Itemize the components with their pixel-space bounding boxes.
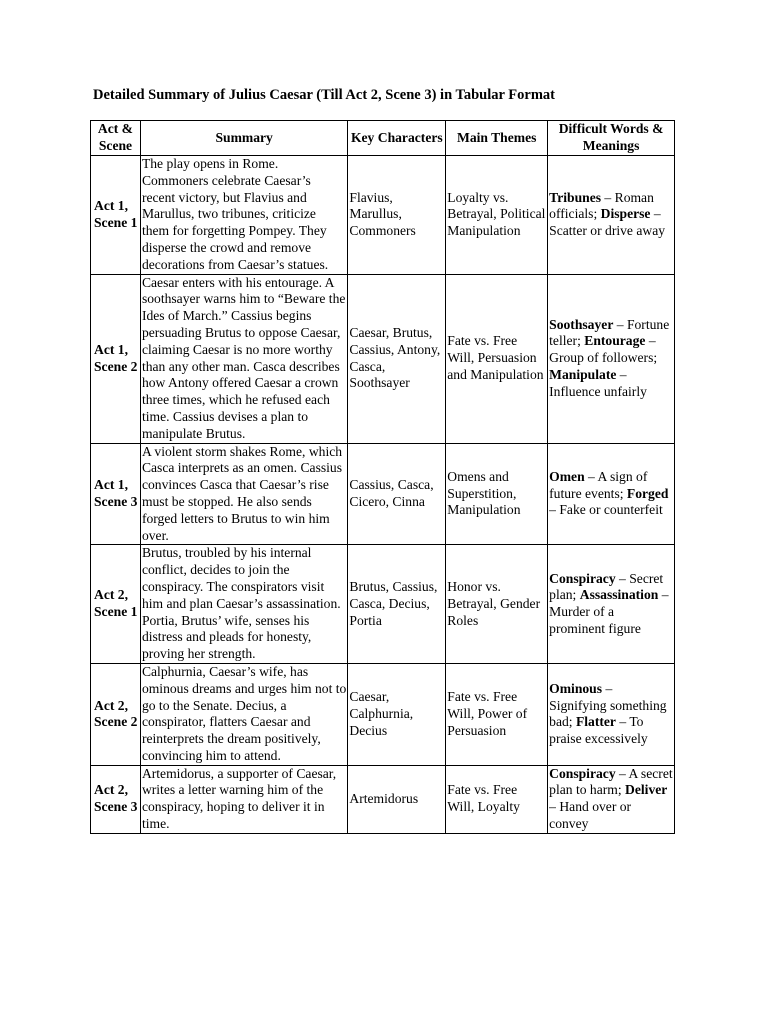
column-header-act: Act & Scene xyxy=(91,121,141,156)
table-row xyxy=(91,765,675,833)
act-cell: Act 1, Scene 3 xyxy=(91,443,141,545)
word-term: Forged xyxy=(626,485,669,501)
word-meaning: – Hand over or convey xyxy=(549,799,632,832)
word-meaning: – Fortune teller; xyxy=(549,316,670,349)
word-term: Entourage xyxy=(584,333,646,349)
column-header-summary: Summary xyxy=(140,121,347,156)
table-row xyxy=(91,663,675,765)
characters-cell: Brutus, Cassius, Casca, Decius, Portia xyxy=(348,545,446,664)
word-term: Assassination xyxy=(579,587,659,603)
column-header-characters: Key Characters xyxy=(348,121,446,156)
table-row xyxy=(91,156,675,275)
summary-cell: Calphurnia, Caesar’s wife, has ominous dreams and urges him not to go to the Senate. Decius, a conspirator, flatters Caesar and reinterprets the dream positively, convincing him to attend. xyxy=(140,663,347,765)
word-term: Conspiracy xyxy=(549,570,616,586)
word-term: Flatter xyxy=(575,714,616,730)
themes-cell: Honor vs. Betrayal, Gender Roles xyxy=(446,545,548,664)
themes-cell: Fate vs. Free Will, Persuasion and Manipulation xyxy=(446,274,548,443)
column-header-themes: Main Themes xyxy=(446,121,548,156)
word-term: Omen xyxy=(549,468,585,484)
difficult-words-cell xyxy=(548,765,675,833)
table-row xyxy=(91,545,675,664)
word-meaning: – Fake or counterfeit xyxy=(549,502,663,518)
summary-cell: A violent storm shakes Rome, which Casca interprets as an omen. Cassius convinces Casca that Caesar’s rise must be stopped. He also sends forged letters to Brutus to win him over. xyxy=(140,443,347,545)
word-term: Tribunes xyxy=(549,189,602,205)
word-term: Conspiracy xyxy=(549,765,616,781)
act-cell: Act 1, Scene 1 xyxy=(91,156,141,275)
act-cell: Act 2, Scene 1 xyxy=(91,545,141,664)
word-meaning: – To praise excessively xyxy=(549,714,648,747)
summary-cell: The play opens in Rome. Commoners celebrate Caesar’s recent victory, but Flavius and Marullus, two tribunes, criticize them for forgetting Pompey. They disperse the crowd and remove decorations from Caesar’s statues. xyxy=(140,156,347,275)
table-row xyxy=(91,274,675,443)
word-term: Disperse xyxy=(600,206,651,222)
word-meaning: – A sign of future events; xyxy=(549,468,648,501)
act-cell: Act 1, Scene 2 xyxy=(91,274,141,443)
act-cell: Act 2, Scene 2 xyxy=(91,663,141,765)
themes-cell: Omens and Superstition, Manipulation xyxy=(446,443,548,545)
characters-cell: Flavius, Marullus, Commoners xyxy=(348,156,446,275)
word-term: Ominous xyxy=(549,680,603,696)
word-meaning: – Group of followers; xyxy=(549,333,658,366)
act-cell: Act 2, Scene 3 xyxy=(91,765,141,833)
page-title: Detailed Summary of Julius Caesar (Till Act 2, Scene 3) in Tabular Format xyxy=(93,87,555,103)
difficult-words-cell xyxy=(548,545,675,664)
word-meaning: – Murder of a prominent figure xyxy=(549,587,669,636)
characters-cell: Artemidorus xyxy=(348,765,446,833)
themes-cell: Loyalty vs. Betrayal, Political Manipulation xyxy=(446,156,548,275)
summary-cell: Brutus, troubled by his internal conflict, decides to join the conspiracy. The conspirators visit him and plan Caesar’s assassination. Portia, Brutus’ wife, senses his distress and pleads for honesty, proving her strength. xyxy=(140,545,347,664)
themes-cell: Fate vs. Free Will, Loyalty xyxy=(446,765,548,833)
difficult-words-cell xyxy=(548,156,675,275)
word-meaning: – Secret plan; xyxy=(549,570,664,603)
summary-cell: Artemidorus, a supporter of Caesar, writes a letter warning him of the conspiracy, hoping to deliver it in time. xyxy=(140,765,347,833)
characters-cell: Cassius, Casca, Cicero, Cinna xyxy=(348,443,446,545)
word-term: Soothsayer xyxy=(549,316,614,332)
word-meaning: – Scatter or drive away xyxy=(549,206,666,239)
table-row xyxy=(91,443,675,545)
summary-cell: Caesar enters with his entourage. A soothsayer warns him to “Beware the Ides of March.” Cassius begins persuading Brutus to oppose Caesar, claiming Caesar is no more worthy than any other man. Casca describes how Antony offered Caesar a crown three times, which he refused each time. Cassius devises a plan to manipulate Brutus. xyxy=(140,274,347,443)
themes-cell: Fate vs. Free Will, Power of Persuasion xyxy=(446,663,548,765)
word-meaning: – Roman officials; xyxy=(549,189,654,222)
table-header-row xyxy=(91,121,675,156)
word-term: Manipulate xyxy=(549,366,617,382)
column-header-words: Difficult Words & Meanings xyxy=(548,121,675,156)
word-meaning: – Signifying something bad; xyxy=(549,680,667,730)
difficult-words-cell xyxy=(548,274,675,443)
difficult-words-cell xyxy=(548,443,675,545)
word-meaning: – A secret plan to harm; xyxy=(549,765,673,798)
difficult-words-cell xyxy=(548,663,675,765)
characters-cell: Caesar, Brutus, Cassius, Antony, Casca, Soothsayer xyxy=(348,274,446,443)
characters-cell: Caesar, Calphurnia, Decius xyxy=(348,663,446,765)
summary-table xyxy=(90,120,675,834)
word-meaning: – Influence unfairly xyxy=(549,366,647,399)
word-term: Deliver xyxy=(625,782,668,798)
